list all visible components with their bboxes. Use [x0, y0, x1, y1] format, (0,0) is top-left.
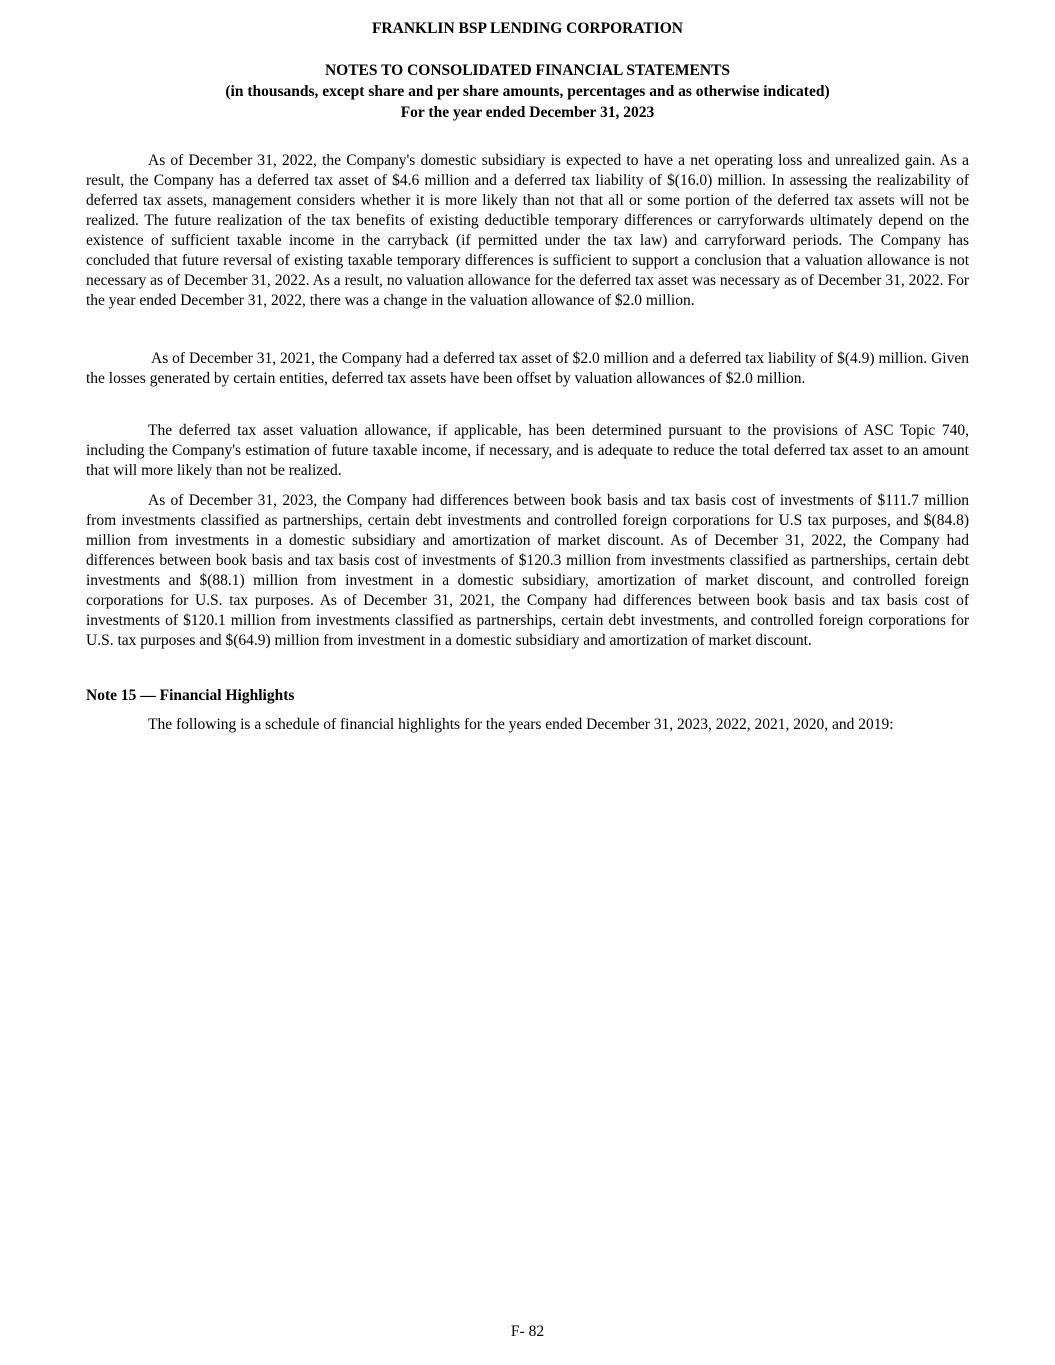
- note-15-intro: The following is a schedule of financial highlights for the years ended December 31, 2023, 2022, 2021, 2020, and 2019:: [148, 716, 894, 733]
- note-15-heading: Note 15 — Financial Highlights: [86, 687, 295, 704]
- notes-title: NOTES TO CONSOLIDATED FINANCIAL STATEMENTS: [324, 62, 731, 79]
- paragraph-valuation-allowance: The deferred tax asset valuation allowance, if applicable, has been determined pursuant to the provisions of ASC Topic 740, including the Company's estimation of future taxable income, if necessary, and is adequate to reduce the total deferred tax asset to an amount that will more likely than not be realized.: [86, 422, 969, 479]
- company-name: FRANKLIN BSP LENDING CORPORATION: [371, 20, 684, 37]
- units-subtitle: (in thousands, except share and per share amounts, percentages and as otherwise indicated): [225, 83, 830, 100]
- paragraph-deferred-tax-2022: As of December 31, 2022, the Company's domestic subsidiary is expected to have a net operating loss and unrealized gain. As a result, the Company has a deferred tax asset of $4.6 million and a deferred tax liability of $(16.0) million. In assessing the realizability of deferred tax assets, management considers whether it is more likely than not that all or some portion of the deferred tax assets will not be realized. The future realization of the tax benefits of existing deductible temporary differences or carryforwards ultimately depend on the existence of sufficient taxable income in the carryback (if permitted under the tax law) and carryforward periods. The Company has concluded that future reversal of existing taxable temporary differences is sufficient to support a conclusion that a valuation allowance is not necessary as of December 31, 2022. As a result, no valuation allowance for the deferred tax asset was necessary as of December 31, 2022. For the year ended December 31, 2022, there was a change in the valuation allowance of $2.0 million.: [86, 152, 969, 309]
- paragraph-book-tax-basis: As of December 31, 2023, the Company had differences between book basis and tax basis cost of investments of $111.7 million from investments classified as partnerships, certain debt investments and controlled foreign corporations for U.S tax purposes, and $(84.8) million from investments in a domestic subsidiary and amortization of market discount. As of December 31, 2022, the Company had differences between book basis and tax basis cost of investments of $120.3 million from investments classified as partnerships, certain debt investments and $(88.1) million from investment in a domestic subsidiary, amortization of market discount, and controlled foreign corporations for U.S. tax purposes. As of December 31, 2021, the Company had differences between book basis and tax basis cost of investments of $120.1 million from investments classified as partnerships, certain debt investments, and controlled foreign corporations for U.S. tax purposes and $(64.9) million from investment in a domestic subsidiary and amortization of market discount.: [86, 492, 969, 649]
- period-subtitle: For the year ended December 31, 2023: [400, 104, 655, 121]
- page-number: F- 82: [510, 1323, 545, 1340]
- paragraph-deferred-tax-2021: As of December 31, 2021, the Company had a deferred tax asset of $2.0 million and a deferred tax liability of $(4.9) million. Given the losses generated by certain entities, deferred tax assets have been offset by valuation allowances of $2.0 million.: [86, 350, 969, 387]
